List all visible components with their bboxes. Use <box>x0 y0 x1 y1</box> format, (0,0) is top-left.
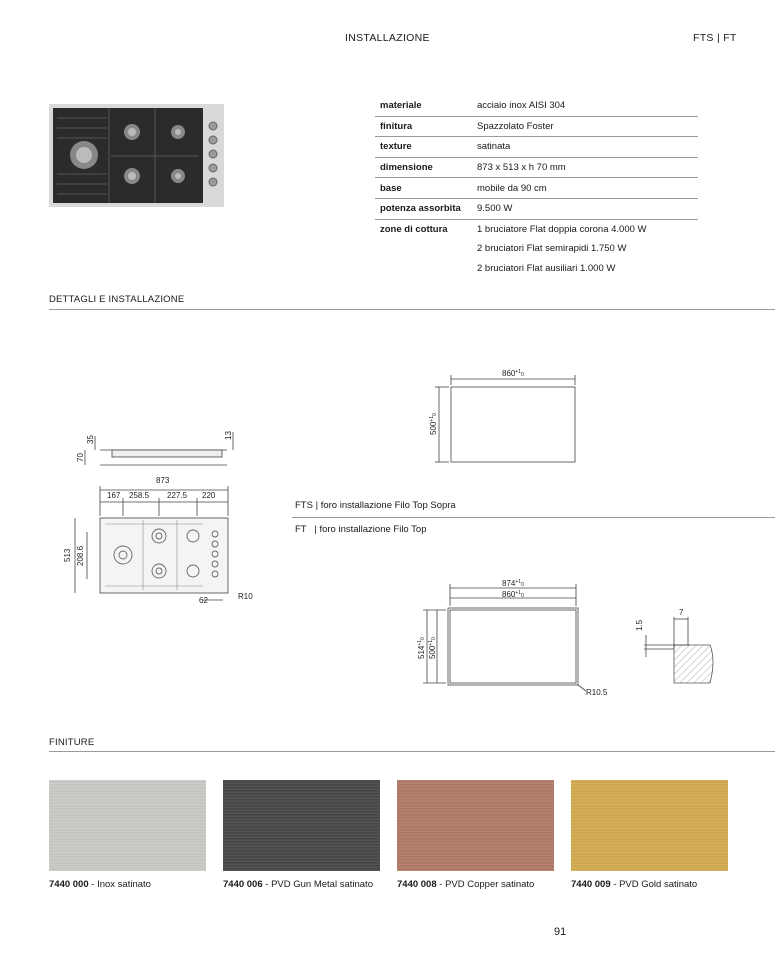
spec-row: potenza assorbita 9.500 W <box>375 199 698 220</box>
divider <box>49 751 775 752</box>
install-note-ft: FT | foro installazione Filo Top <box>295 524 427 535</box>
dim-220: 220 <box>202 491 216 500</box>
spec-row: dimensione 873 x 513 x h 70 mm <box>375 158 698 179</box>
dim-cut2-width-outer: $874^{+1}_0$ <box>502 579 524 588</box>
finish-swatch-gun-metal <box>223 780 380 871</box>
dim-35: 35 <box>86 435 95 444</box>
spec-row: 2 bruciatori Flat ausiliari 1.000 W <box>477 263 616 275</box>
dim-70: 70 <box>76 453 85 462</box>
page-number: 91 <box>554 926 567 938</box>
cutout-fts-drawing <box>420 365 590 470</box>
page-section-title: INSTALLAZIONE <box>345 32 430 44</box>
dim-cut1-width: $860^{+1}_0$ <box>502 369 524 378</box>
dim-1-5: 1.5 <box>635 619 644 631</box>
finish-label-inox: 7440 000 - Inox satinato <box>49 879 151 890</box>
finish-swatch-gold <box>571 780 728 871</box>
dim-r10: R10 <box>238 592 253 601</box>
spec-row: base mobile da 90 cm <box>375 178 698 199</box>
spec-row: 2 bruciatori Flat semirapidi 1.750 W <box>477 243 627 255</box>
dim-208: 208.6 <box>76 545 85 566</box>
dim-cut2-height-outer: $514^{+1}_0$ <box>417 637 426 659</box>
spec-table <box>375 96 698 278</box>
finish-label-gold: 7440 009 - PVD Gold satinato <box>571 879 698 890</box>
dim-cut1-height: $500^{+1}_0$ <box>429 413 438 435</box>
hob-technical-drawing <box>55 420 270 615</box>
finish-label-gun-metal: 7440 006 - PVD Gun Metal satinato <box>223 879 373 890</box>
divider <box>292 517 775 518</box>
dim-227: 227.5 <box>167 491 188 500</box>
cutout-ft-drawing <box>410 575 610 700</box>
dim-cut2-height-inner: $500^{+1}_0$ <box>428 637 437 659</box>
dim-62: 62 <box>199 596 208 605</box>
finishes-section-title: FINITURE <box>49 737 95 748</box>
finish-swatch-copper <box>397 780 554 871</box>
spec-row: finitura Spazzolato Foster <box>375 117 698 138</box>
install-note-fts: FTS | foro installazione Filo Top Sopra <box>295 500 456 511</box>
spec-row: materiale acciaio inox AISI 304 <box>375 96 698 117</box>
dim-513: 513 <box>63 548 72 562</box>
dim-r10-5: R10.5 <box>586 688 608 697</box>
dim-13: 13 <box>224 431 233 440</box>
spec-row: texture satinata <box>375 137 698 158</box>
product-photo <box>49 104 224 207</box>
finish-swatch-inox <box>49 780 206 871</box>
edge-detail-drawing <box>630 605 720 685</box>
dim-cut2-width-inner: $860^{+1}_0$ <box>502 590 524 599</box>
divider <box>49 309 775 310</box>
product-codes: FTS | FT <box>693 32 737 44</box>
spec-row: zone di cottura 1 bruciatore Flat doppia corona 4.000 W <box>380 223 647 235</box>
dim-167: 167 <box>107 491 121 500</box>
dim-258: 258.5 <box>129 491 150 500</box>
dim-7: 7 <box>679 608 684 617</box>
details-section-title: DETTAGLI E INSTALLAZIONE <box>49 294 185 305</box>
dim-873: 873 <box>156 476 170 485</box>
finish-label-copper: 7440 008 - PVD Copper satinato <box>397 879 535 890</box>
